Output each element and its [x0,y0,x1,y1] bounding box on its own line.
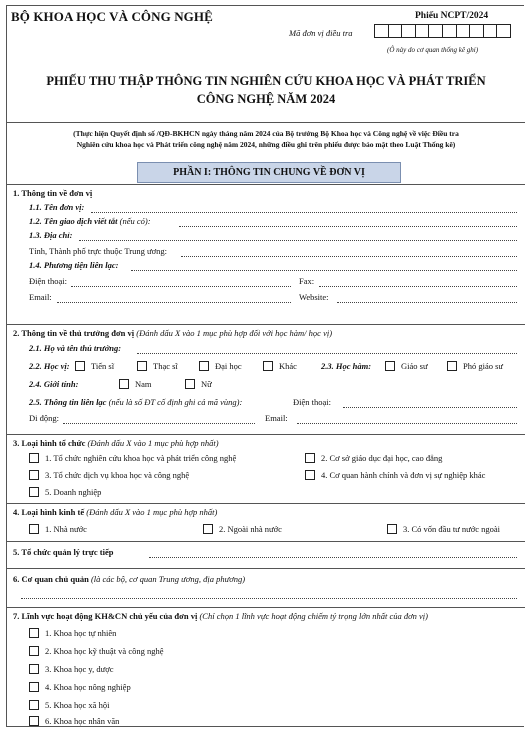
unit-code-note: (Ô này do cơ quan thống kê ghi) [387,46,479,54]
head-phone-input[interactable] [343,407,517,408]
divider [7,184,525,185]
title-checkbox-professor[interactable] [385,361,395,371]
econ-type-label: 3. Có vốn đầu tư nước ngoài [403,524,501,534]
unit-code-box[interactable] [415,24,430,38]
econ-type-checkbox-1[interactable] [29,524,39,534]
unit-code-box[interactable] [456,24,471,38]
degree-checkbox-other[interactable] [263,361,273,371]
field-mobile-label: Di động: [29,413,59,423]
unit-code-box[interactable] [401,24,416,38]
part1-banner: PHẦN I: THÔNG TIN CHUNG VỀ ĐƠN VỊ [137,162,401,183]
field-checkbox-1[interactable] [29,628,39,638]
org-type-label: 5. Doanh nghiệp [45,487,102,497]
field-option-label: 2. Khoa học kỹ thuật và công nghệ [45,646,164,656]
gender-checkbox-male[interactable] [119,379,129,389]
unit-code-box[interactable] [374,24,389,38]
legal-basis-line1: (Thực hiện Quyết định số /QĐ-BKHCN ngày tháng năm 2024 của Bộ trưởng Bộ Khoa học và Công nghệ về việc Điều tra [73,129,459,138]
field-title-label: 2.3. Học hàm: [321,361,372,371]
org-type-label: 4. Cơ quan hành chính và đơn vị sự nghiệp khác [321,470,486,480]
org-type-checkbox-3[interactable] [29,470,39,480]
org-type-label: 3. Tổ chức dịch vụ khoa học và công nghệ [45,470,190,480]
title-label: Giáo sư [401,361,428,371]
field-option-label: 3. Khoa học y, dược [45,664,114,674]
fax-input[interactable] [319,286,517,287]
gender-label: Nữ [201,379,212,389]
divider [7,434,525,435]
org-type-checkbox-5[interactable] [29,487,39,497]
address-input[interactable] [79,240,517,241]
field-unit-name-label: 1.1. Tên đơn vị: [29,202,85,212]
gender-checkbox-female[interactable] [185,379,195,389]
field-option-label: 1. Khoa học tự nhiên [45,628,117,638]
unit-code-label: Mã đơn vị điều tra [289,28,353,38]
survey-form-page [6,5,524,727]
title-checkbox-associate[interactable] [447,361,457,371]
legal-basis-line2: Nghiên cứu khoa học và Phát triển công nghệ năm 2024, những điều ghi trên phiếu được bảo mật theo Luật Thống kê) [76,140,456,149]
section2-title: 2. Thông tin về thủ trưởng đơn vị (Đánh dấu X vào 1 mục phù hợp đối với học hàm/ học vị) [13,328,333,338]
field-head-name-label: 2.1. Họ và tên thủ trưởng: [29,343,122,353]
degree-checkbox-bachelor[interactable] [199,361,209,371]
field-option-label: 6. Khoa học nhân văn [45,716,120,726]
degree-checkbox-phd[interactable] [75,361,85,371]
field-checkbox-2[interactable] [29,646,39,656]
econ-type-label: 1. Nhà nước [45,524,87,534]
unit-code-box[interactable] [469,24,484,38]
field-address-label: 1.3. Địa chỉ: [29,230,73,240]
field-checkbox-6[interactable] [29,716,39,726]
mobile-input[interactable] [63,423,255,424]
section5-title: 5. Tổ chức quản lý trực tiếp [13,547,114,557]
unit-code-box[interactable] [428,24,443,38]
field-gender-label: 2.4. Giới tính: [29,379,79,389]
field-abbrev-label: 1.2. Tên giao dịch viết tắt (nếu có): [29,216,151,226]
section3-title: 3. Loại hình tổ chức (Đánh dấu X vào 1 mục phù hợp nhất) [13,438,219,448]
econ-type-label: 2. Ngoài nhà nước [219,524,282,534]
degree-label: Thạc sĩ [153,361,178,371]
direct-manager-input[interactable] [149,557,517,558]
section6-title: 6. Cơ quan chủ quản (là các bộ, cơ quan Trung ương, địa phương) [13,574,246,584]
unit-code-box[interactable] [442,24,457,38]
econ-type-checkbox-3[interactable] [387,524,397,534]
email-input[interactable] [57,302,291,303]
field-website-label: Website: [299,292,329,302]
field-checkbox-5[interactable] [29,700,39,710]
field-head-email-label: Email: [265,413,288,423]
divider [7,607,525,608]
title-label: Phó giáo sư [463,361,504,371]
province-input[interactable] [181,256,517,257]
degree-checkbox-master[interactable] [137,361,147,371]
head-email-input[interactable] [297,423,517,424]
governing-body-input[interactable] [21,598,517,599]
form-title-line1: PHIẾU THU THẬP THÔNG TIN NGHIÊN CỨU KHOA HỌC VÀ PHÁT TRIỂN [46,74,486,88]
field-head-phone-label: Điện thoại: [293,397,332,407]
unit-code-box[interactable] [388,24,403,38]
unit-name-input[interactable] [91,212,517,213]
econ-type-checkbox-2[interactable] [203,524,213,534]
divider [7,503,525,504]
field-checkbox-3[interactable] [29,664,39,674]
divider [7,541,525,542]
form-code: Phiếu NCPT/2024 [415,11,489,21]
field-email-label: Email: [29,292,52,302]
contact-input[interactable] [131,270,517,271]
field-head-contact-label: 2.5. Thông tin liên lạc (nếu là số ĐT cố định ghi cả mã vùng): [29,397,243,407]
degree-label: Đại học [215,361,242,371]
section4-title: 4. Loại hình kinh tế (Đánh dấu X vào 1 mục phù hợp nhất) [13,507,218,517]
unit-code-box[interactable] [496,24,511,38]
degree-label: Tiến sĩ [91,361,115,371]
org-type-label: 2. Cơ sở giáo dục đại học, cao đẳng [321,453,443,463]
org-type-checkbox-1[interactable] [29,453,39,463]
section7-title: 7. Lĩnh vực hoạt động KH&CN chủ yếu của đơn vị (Chỉ chọn 1 lĩnh vực hoạt động chiếm tỷ trọng lớn nhất của đơn vị) [13,611,428,621]
field-fax-label: Fax: [299,276,315,286]
field-option-label: 5. Khoa học xã hội [45,700,110,710]
phone-input[interactable] [71,286,291,287]
field-province-label: Tỉnh, Thành phố trực thuộc Trung ương: [29,246,167,256]
section1-title: 1. Thông tin về đơn vị [13,188,93,198]
divider [7,324,525,325]
org-type-checkbox-2[interactable] [305,453,315,463]
org-type-checkbox-4[interactable] [305,470,315,480]
field-checkbox-4[interactable] [29,682,39,692]
form-title-line2: CÔNG NGHỆ NĂM 2024 [196,92,336,106]
org-type-label: 1. Tổ chức nghiên cứu khoa học và phát triển công nghệ [45,453,237,463]
field-contact-label: 1.4. Phương tiện liên lạc: [29,260,119,270]
degree-label: Khác [279,361,297,371]
field-phone-label: Điện thoại: [29,276,68,286]
organization-name: BỘ KHOA HỌC VÀ CÔNG NGHỆ [11,9,213,24]
abbrev-name-input[interactable] [179,226,517,227]
divider [7,122,525,123]
divider [7,568,525,569]
field-option-label: 4. Khoa học nông nghiệp [45,682,131,692]
gender-label: Nam [135,379,152,389]
head-name-input[interactable] [137,353,517,354]
website-input[interactable] [337,302,517,303]
unit-code-boxes[interactable] [375,24,511,38]
unit-code-box[interactable] [483,24,498,38]
field-degree-label: 2.2. Học vị: [29,361,70,371]
